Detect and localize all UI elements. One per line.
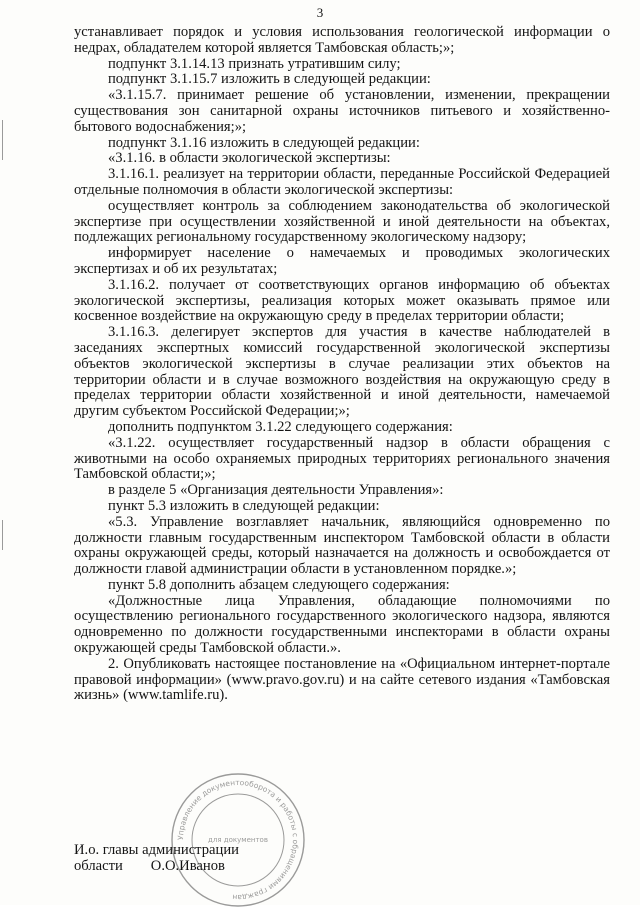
official-stamp-seal [168, 770, 308, 910]
paragraph: «5.3. Управление возглавляет начальник, являющийся одновременно по должности главным государственным инспектором Тамбовской области в области охраны окружающей среды, который назначается на должность и освобождается от должности главой администрации области в установленном порядке.»; [74, 513, 610, 578]
paragraph: подпункт 3.1.16 изложить в следующей редакции: [108, 134, 420, 151]
paragraph: дополнить подпунктом 3.1.22 следующего содержания: [108, 418, 453, 435]
paragraph: осуществляет контроль за соблюдением законодательства об экологической экспертизе при осуществлении хозяйственной и иной деятельности на объектах, подлежащих региональному государственному экологическому надзору; [74, 197, 610, 246]
paragraph: информирует население о намечаемых и проводимых экологических экспертизах и об их результатах; [74, 245, 610, 277]
signatory-region: области [74, 858, 123, 874]
paragraph: подпункт 3.1.14.13 признать утратившим силу; [108, 55, 401, 72]
signatory-name: О.О.Иванов [150, 858, 225, 874]
paragraph: 3.1.16.3. делегирует экспертов для участия в качестве наблюдателей в заседаниях экспертных комиссий государственной экологической экспертизы объектов экологической экспертизы в случае реализации этих объектов на территории области и в случае возможного воздействия на окружающую среду в пределах территории области хозяйственной и иной деятельности, намечаемой другим субъектом Российской Федерации;»; [74, 324, 610, 420]
document-body [74, 25, 610, 704]
paragraph: пункт 5.3 изложить в следующей редакции: [108, 497, 380, 514]
paragraph: устанавливает порядок и условия использования геологической информации о недрах, обладателем которой является Тамбовская область;»; [74, 24, 610, 56]
paragraph: «3.1.16. в области экологической экспертизы: [108, 150, 391, 167]
scan-edge-mark [2, 520, 3, 550]
svg-text:Управление документооборота и: Управление документооборота и работы с обращениями граждан [175, 777, 301, 903]
paragraph: в разделе 5 «Организация деятельности Управления»: [108, 482, 444, 499]
paragraph: «3.1.15.7. принимает решение об установлении, изменении, прекращении существования зон санитарной охраны источников питьевого и хозяйственно-бытового водоснабжения;»; [74, 87, 610, 135]
paragraph: 3.1.16.1. реализует на территории области, переданные Российской Федерацией отдельные полномочия в области экологической экспертизы: [74, 166, 610, 198]
paragraph: 3.1.16.2. получает от соответствующих органов информацию об объектах экологической экспертизы, реализация которых может оказывать прямое или косвенное воздействие на окружающую среду в пределах территории области; [74, 276, 610, 325]
paragraph: 2. Опубликовать настоящее постановление на «Официальном интернет-портале правовой информации» (www.pravo.gov.ru) и на сайте сетевого издания «Тамбовская жизнь» (www.tamlife.ru). [74, 655, 610, 704]
page-number: 3 [316, 5, 324, 20]
paragraph: «3.1.22. осуществляет государственный надзор в области обращения с животными на особо охраняемых природных территориях регионального значения Тамбовской области;»; [74, 434, 610, 483]
svg-text:для документов: для документов [208, 836, 268, 844]
paragraph: «Должностные лица Управления, обладающие полномочиями по осуществлению регионального государственного экологического надзора, являются одновременно по должности государственными инспекторами в области охраны окружающей среды Тамбовской области.». [74, 592, 610, 657]
paragraph: подпункт 3.1.15.7 изложить в следующей редакции: [108, 71, 431, 88]
scan-edge-mark [2, 120, 3, 160]
paragraph: пункт 5.8 дополнить абзацем следующего содержания: [108, 576, 450, 593]
signatory-title: И.о. главы администрации [74, 842, 239, 858]
